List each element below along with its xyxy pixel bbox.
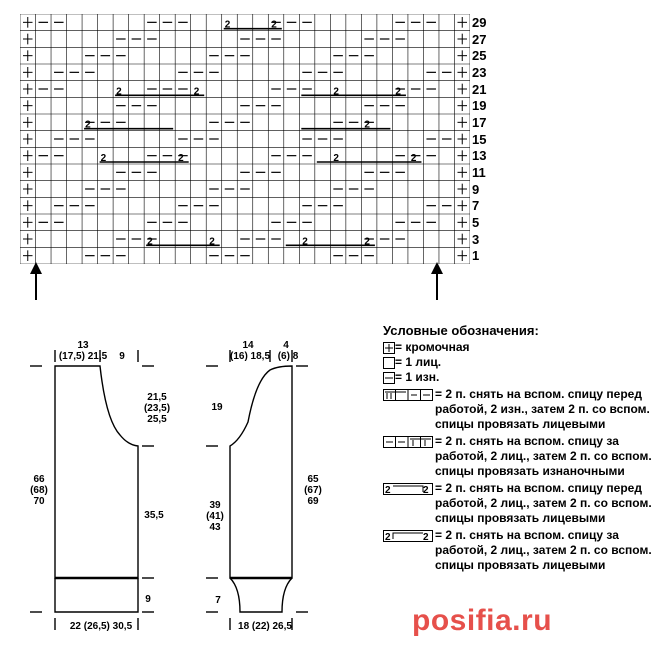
cable-mark: 2 <box>333 153 339 164</box>
back-armhole: 21,5 (23,5) 25,5 <box>143 392 171 425</box>
cable-mark: 2 <box>271 19 277 31</box>
row-number: 27 <box>472 31 487 47</box>
row-number: 29 <box>472 15 487 30</box>
sleeve-cap: 19 <box>211 402 223 413</box>
row-number: 11 <box>472 165 486 180</box>
svg-text:2: 2 <box>385 532 391 542</box>
legend-item-cable-1: = 2 п. снять на вспом. спицу перед работой, 2 изн., затем 2 п. со вспом. спицы провязать лицевыми <box>383 387 653 432</box>
legend-item-selvage: = кромочная <box>383 340 653 355</box>
start-arrow-left-icon <box>29 262 43 302</box>
row-number: 23 <box>472 65 487 80</box>
svg-text:2: 2 <box>423 532 429 542</box>
back-top-right: 9 <box>119 351 125 362</box>
back-side-length: 35,5 <box>144 510 164 521</box>
cable-knit-back-2-icon <box>383 530 433 542</box>
row-number: 3 <box>472 231 480 247</box>
start-arrow-right-icon <box>430 262 444 302</box>
row-number: 7 <box>472 198 480 214</box>
cable-mark: 2 <box>85 119 91 131</box>
back-top-width: 13 <box>77 340 89 351</box>
legend <box>383 340 653 573</box>
cable-mark: 2 <box>395 86 401 98</box>
row-number: 9 <box>472 181 480 197</box>
cable-mark: 2 <box>193 86 200 98</box>
knitting-chart <box>20 14 470 264</box>
row-number: 21 <box>472 81 487 97</box>
knit-stitch-icon <box>383 357 395 369</box>
svg-text:2: 2 <box>385 485 391 495</box>
row-number: 13 <box>472 148 487 164</box>
sleeve-top-width-alt: (16) 18,5 <box>229 351 271 362</box>
row-number: 19 <box>472 98 487 114</box>
watermark-logo: posifia.ru <box>412 604 553 637</box>
cable-mark: 2 <box>116 86 122 98</box>
row-number: 5 <box>472 215 480 230</box>
cable-mark: 2 <box>147 236 153 248</box>
legend-item-purl: = 1 изн. <box>383 370 653 385</box>
legend-title: Условные обозначения: <box>383 323 539 338</box>
cable-mark: 2 <box>410 153 417 164</box>
cable-purl-front-icon <box>383 389 433 401</box>
row-number: 25 <box>472 48 487 64</box>
back-rib: 9 <box>145 594 151 605</box>
sleeve-top-right-alt: (6) 8 <box>277 351 299 362</box>
cable-knit-front-icon <box>383 483 433 495</box>
back-bottom-width: 22 (26,5) 30,5 <box>69 621 133 632</box>
cable-mark: 2 <box>209 236 215 248</box>
cable-mark: 2 <box>224 19 231 31</box>
sleeve-top-width: 14 <box>242 340 254 351</box>
cable-mark: 2 <box>364 119 370 131</box>
sleeve-mid-length: 39 (41) 43 <box>206 500 224 533</box>
cable-mark: 2 <box>302 236 308 248</box>
selvage-stitch-icon <box>383 342 395 354</box>
legend-item-cable-3: 2 2 = 2 п. снять на вспом. спицу перед работой, 2 лиц., затем 2 п. со вспом. спицы провязать лицевыми <box>385 481 652 525</box>
legend-item-cable-2: = 2 п. снять на вспом. спицу за работой, 2 лиц., затем 2 п. со вспом. спицы провязать изнаночными <box>383 434 653 479</box>
sleeve-top-right: 4 <box>283 340 289 351</box>
cable-mark: 2 <box>364 236 370 248</box>
back-total-height: 66 (68) 70 <box>30 474 48 507</box>
row-number: 17 <box>472 115 487 130</box>
back-top-width-alt: (17,5) 21,5 <box>58 351 108 362</box>
row-number: 1 <box>472 248 480 264</box>
svg-text:2: 2 <box>423 485 429 495</box>
sleeve-rib: 7 <box>215 595 221 606</box>
row-number: 15 <box>472 131 487 147</box>
legend-item-cable-4: 2 2 = 2 п. снять на вспом. спицу за работой, 2 лиц., затем 2 п. со вспом. спицы провязать лицевыми <box>385 528 652 572</box>
sleeve-bottom-width: 18 (22) 26,5 <box>238 621 292 632</box>
sleeve-total-height: 65 (67) 69 <box>304 474 322 507</box>
purl-stitch-icon <box>383 372 395 384</box>
legend-item-knit: = 1 лиц. <box>383 355 653 370</box>
cable-mark: 2 <box>333 86 339 98</box>
cable-knit-back-icon <box>383 436 433 448</box>
cable-mark: 2 <box>178 153 184 164</box>
cable-mark: 2 <box>100 153 107 164</box>
